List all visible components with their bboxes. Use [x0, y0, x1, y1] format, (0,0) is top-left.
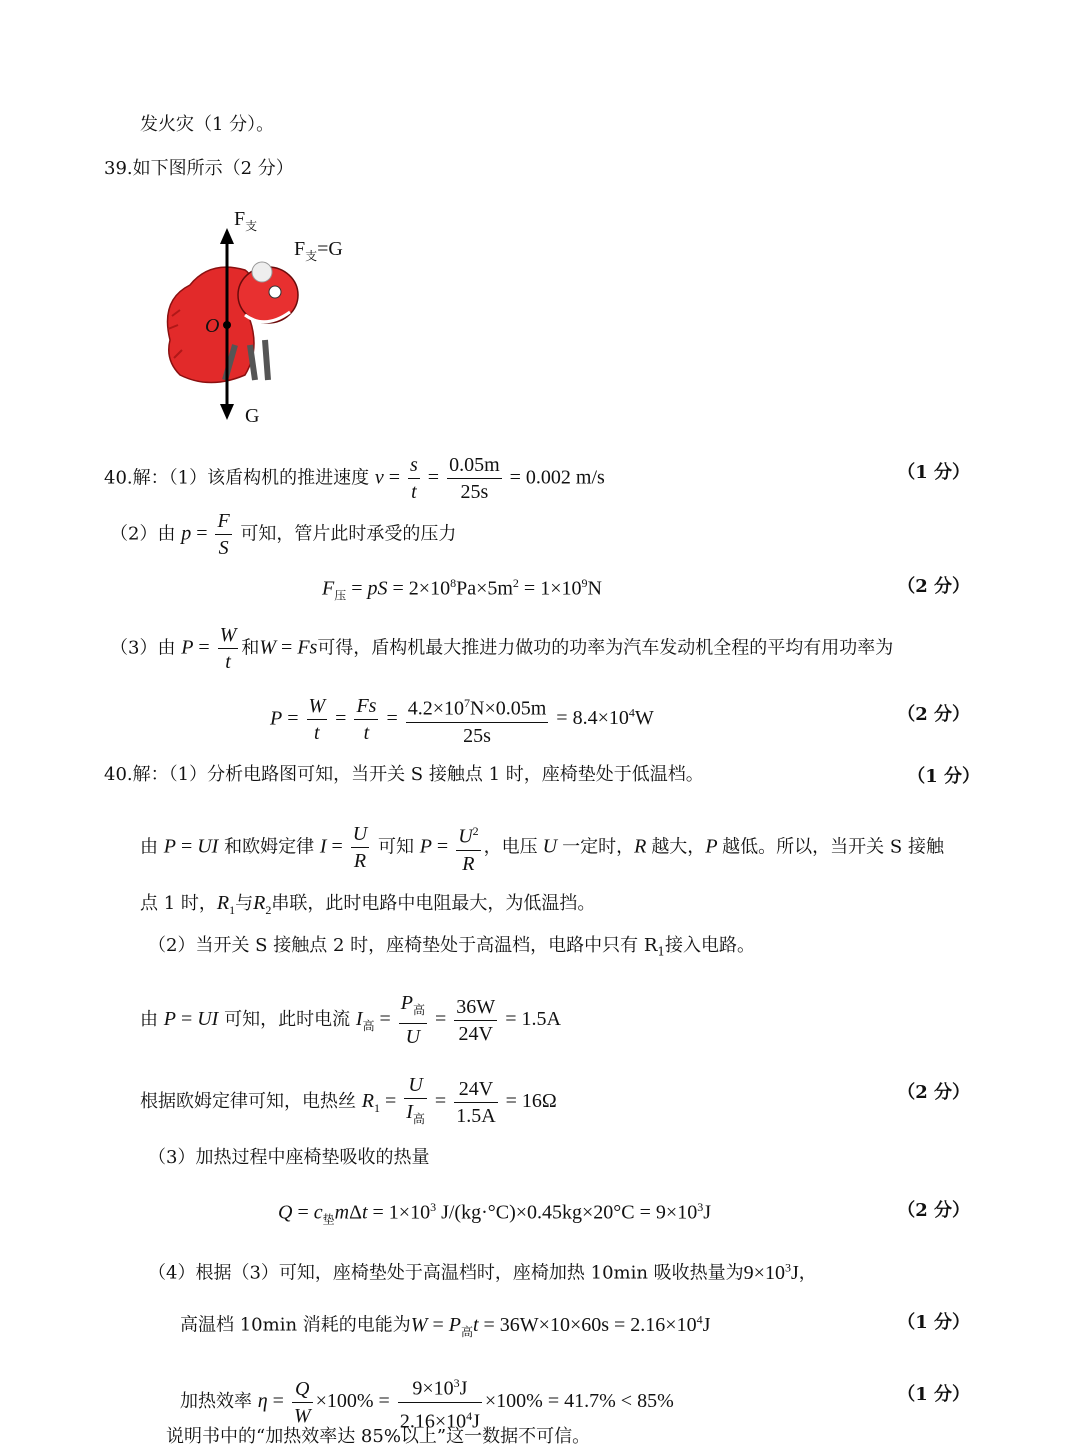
center-of-gravity-dot: [223, 321, 231, 329]
q40a-score1: （1 分）: [897, 462, 970, 483]
q40a-power-eq: P = $\frac{W}{t}$ = $\frac{Fs}{t}$ = $\frac{4.2\times 10^7N\times 0.05m}{25s}$ = $8.4\times 10^4W$: [270, 690, 654, 749]
q40b-p3: （3）加热过程中座椅垫吸收的热量: [148, 1147, 430, 1168]
q40b-line1: 40.解：（1）分析电路图可知，当开关 S 接触点 1 时，座椅垫处于低温档。: [104, 764, 704, 785]
label-f-equals-g: $F_支=G$: [294, 238, 343, 263]
lion-dance-figure: [150, 200, 370, 435]
q40b-score1: （1 分）: [907, 766, 980, 787]
q40a-line2: （2）由 p = $\frac{F}{S}$ 可知，管片此时承受的压力: [110, 510, 457, 559]
label-g: G: [245, 405, 260, 427]
q40b-score4: （1 分）: [897, 1312, 970, 1333]
label-f-support: $F_支$: [234, 208, 258, 233]
q40b-heat-eq: $Q = c_垫m\Delta t = 1\times 10^3$ $J/(kg\cdot^\circ C)\times 0.45kg\times 20^\circ C = 9\times 10^3J$: [278, 1200, 712, 1227]
q40b-energy-eq: 高温档 10min 消耗的电能为$W = P_高t = 36W\times 10\times 60s = 2.16\times 10^4J$: [180, 1312, 711, 1339]
q40b-score2: （2 分）: [897, 1082, 970, 1103]
arrow-down-icon: [220, 404, 234, 420]
q40b-p2: （2）当开关 S 接触点 2 时，座椅垫处于高温档，电路中只有 $R_1$接入电路。: [148, 935, 756, 959]
q40a-pressure-eq: $F_压$ = pS = $2\times 10^8Pa\times 5m^2 = 1\times 10^9N$: [322, 576, 602, 603]
q40b-p4: （4）根据（3）可知，座椅垫处于高温档时，座椅加热 10min 吸收热量为$9\times 10^3J$，: [148, 1260, 817, 1284]
q40b-efficiency-eq: 加热效率 η = $\frac{Q}{W}$ ×100% = $\frac{9\times 10^3J}{2.16\times 10^4J}$ ×100% = 41.7% < 85%: [180, 1370, 674, 1434]
q40b-line2: 由 P = UI 和欧姆定律 I = $\frac{U}{R}$ 可知 P = $\frac{U^2}{R}$ ，电压 U 一定时，R 越大，P 越低。所以，当开关 S 接触: [140, 818, 944, 877]
q40b-score3: （2 分）: [897, 1200, 970, 1221]
q40b-current-eq: 由 P = UI 可知，此时电流 $I_高$ = $\frac{P_高}{U}$ = $\frac{36W}{24V}$ = 1.5A: [140, 992, 561, 1048]
q40a-line3: （3）由 P = $\frac{W}{t}$ 和W = Fs可得，盾构机最大推进力做功的功率为汽车发动机全程的平均有用功率为: [110, 624, 894, 673]
q40a-score2: （2 分）: [897, 576, 970, 597]
arrow-up-icon: [220, 228, 234, 244]
q39-title: 39.如下图所示（2 分）: [104, 158, 294, 179]
q40b-conclusion: 说明书中的“加热效率达 85%以上”这一数据不可信。: [166, 1426, 591, 1447]
q40b-score5: （1 分）: [897, 1384, 970, 1405]
q40a-score3: （2 分）: [897, 704, 970, 725]
q40a-line1: 40.解：（1）该盾构机的推进速度 v = $\frac{s}{t}$ = $\frac{0.05m}{25s}$ = 0.002 m/s: [104, 454, 605, 503]
q40b-resistance-eq: 根据欧姆定律可知，电热丝 $R_1$ = $\frac{U}{I_高}$ = $\frac{24V}{1.5A}$ = 16Ω: [140, 1074, 557, 1127]
text-line-fire: 发火灾（1 分）。: [140, 114, 275, 135]
q40b-line3: 点 1 时，$R_1$与$R_2$串联，此时电路中电阻最大，为低温挡。: [140, 892, 596, 917]
lion-illustration: [150, 200, 370, 435]
label-o: O: [205, 315, 220, 337]
